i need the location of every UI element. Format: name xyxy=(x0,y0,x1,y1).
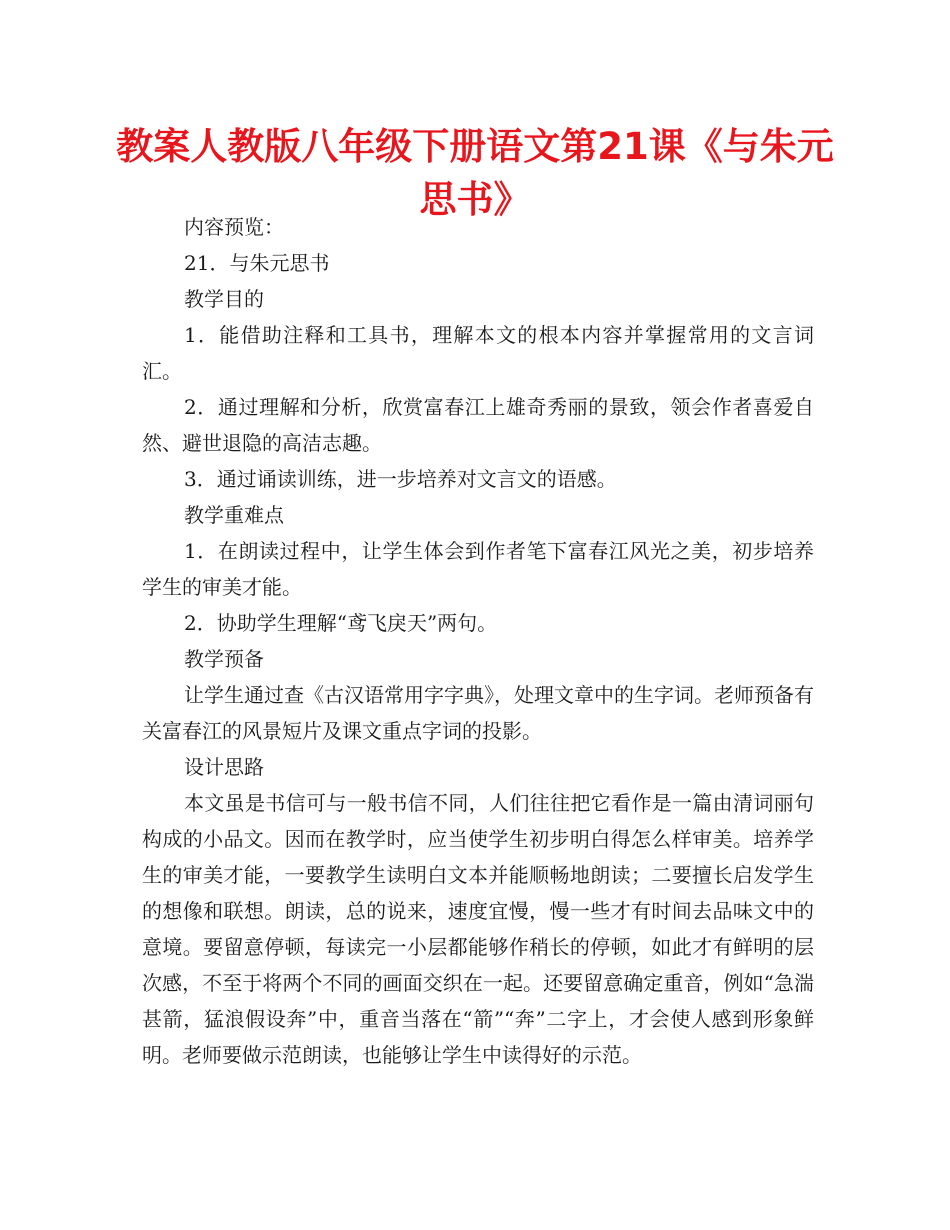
goal-item-2: 2．通过理解和分析，欣赏富春江上雄奇秀丽的景致，领会作者喜爱自然、避世退隐的高洁志趣。 xyxy=(142,395,814,455)
paragraph-lesson-title: 21．与朱元思书 xyxy=(184,251,330,275)
goal-item-3: 3．通过诵读训练，进一步培养对文言文的语感。 xyxy=(184,467,617,491)
heading-key-difficulties: 教学重难点 xyxy=(184,503,284,527)
document-body xyxy=(142,209,814,1073)
heading-design-approach: 设计思路 xyxy=(184,755,264,779)
difficulty-item-1: 1．在朗读过程中，让学生体会到作者笔下富春江风光之美，初步培养学生的审美才能。 xyxy=(142,539,814,599)
design-approach-text: 本文虽是书信可与一般书信不同，人们往往把它看作是一篇由清词丽句构成的小品文。因而在教学时，应当使学生初步明白得怎么样审美。培养学生的审美才能，一要教学生读明白文本并能顺畅地朗读；二要擅长启发学生的想像和联想。朗读，总的说来，速度宜慢，慢一些才有时间去品味文中的意境。要留意停顿，每读完一小层都能够作稍长的停顿，如此才有鲜明的层次感，不至于将两个不同的画面交织在一起。还要留意确定重音，例如“急湍甚箭，猛浪假设奔”中，重音当落在“箭”“奔”二字上，才会使人感到形象鲜明。老师要做示范朗读，也能够让学生中读得好的示范。 xyxy=(142,791,814,1067)
preparation-text: 让学生通过查《古汉语常用字字典》，处理文章中的生字词。老师预备有关富春江的风景短片及课文重点字词的投影。 xyxy=(142,683,814,743)
heading-preparation: 教学预备 xyxy=(184,647,264,671)
document-title: 教案人教版八年级下册语文第21课《与朱元思书》 xyxy=(116,125,834,221)
heading-teaching-goals: 教学目的 xyxy=(184,287,264,311)
goal-item-1: 1．能借助注释和工具书，理解本文的根本内容并掌握常用的文言词汇。 xyxy=(142,323,814,383)
difficulty-item-2: 2．协助学生理解“鸢飞戾天”两句。 xyxy=(184,611,498,635)
paragraph-preview-label: 内容预览： xyxy=(184,215,284,239)
